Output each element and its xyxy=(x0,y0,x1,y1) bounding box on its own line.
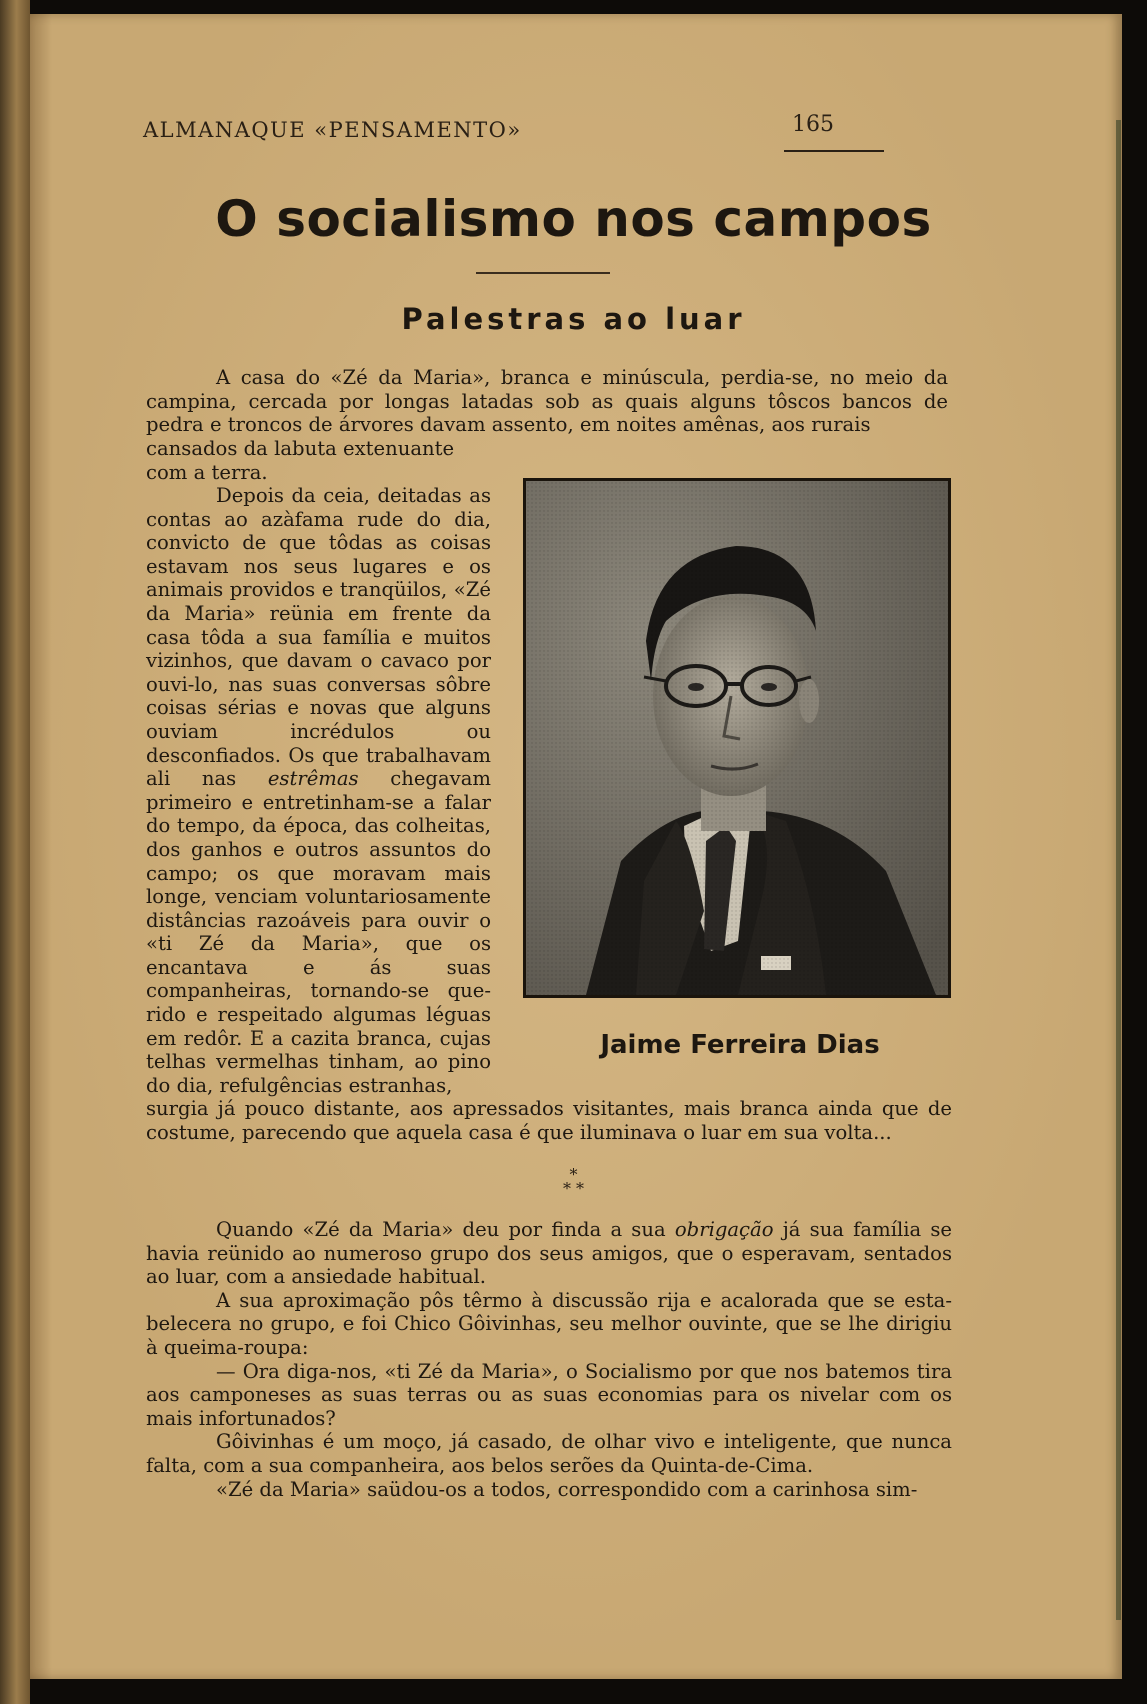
article-title: O socialismo nos campos xyxy=(215,190,932,248)
paragraph-2-end xyxy=(146,1097,952,1144)
paragraph-text xyxy=(146,484,491,1097)
paragraph-3 xyxy=(146,1218,952,1501)
italic-word: estrêmas xyxy=(267,767,359,791)
title-divider xyxy=(476,272,610,274)
section-break xyxy=(0,1165,1147,1198)
header-rule xyxy=(784,150,884,152)
portrait-image xyxy=(526,481,948,995)
italic-word: obrigação xyxy=(674,1218,774,1241)
photo-caption: Jaime Ferreira Dias xyxy=(600,1030,880,1060)
book-binding xyxy=(0,0,30,1704)
paragraph-text: surgia já pouco distante, aos apressados visitantes, mais branca ainda que de costume, parecendo que aquela casa é que iluminava o luar em sua volta... xyxy=(146,1097,952,1144)
page-edge-stain xyxy=(1116,120,1121,1620)
running-title: ALMANAQUE «PENSAMENTO» xyxy=(143,118,522,142)
page-number: 165 xyxy=(792,112,834,137)
paragraph-text: A sua aproximação pôs têrmo à discussão rija e acalorada que se estabelecera no grupo, e foi Chico Gôivinhas, seu melhor ouvinte, que se lhe dirigiu à queima-roupa: xyxy=(146,1288,952,1359)
star-top: * xyxy=(569,1165,578,1184)
article-subtitle: Palestras ao luar xyxy=(401,302,746,336)
paragraph-text xyxy=(146,1218,952,1289)
paragraph-text: A casa do «Zé da Maria», branca e minúscula, perdia-se, no meio da campina, cercada por longas latadas sob as quais alguns tôscos bancos de pedra e troncos de árvores davam assento, em noites amênas, aos rurais xyxy=(146,366,948,437)
text-run: Quando «Zé da Maria» deu por finda a sua xyxy=(216,1218,675,1241)
paragraph-1-narrow xyxy=(146,437,491,484)
paragraph-text: cansados da labuta extenuante com a terra. xyxy=(146,437,455,484)
dialogue-text: — Ora diga-nos, «ti Zé da Maria», o Socialismo por que nos batemos tira aos camponeses as suas terras ou as suas economias para os nivelar com os mais infortunados? xyxy=(146,1359,952,1430)
text-run: já sua família se havia reünido ao numeroso grupo dos seus amigos, que o esperavam, sentados ao luar, com a ansiedade habitual. xyxy=(146,1218,953,1289)
scan-border xyxy=(1122,0,1147,1704)
paragraph-1-wide xyxy=(146,366,948,437)
text-run: chegavam primeiro e entretinham-se a falar do tempo, da época, das colheitas, dos ganhos e outros assuntos do campo; os que moravam mais longe, venciam voluntariosamente distâncias razoáveis para ouvir o «ti Zé da Maria», que os encantava e ás suas companheiras, tornando-se querido e respeitado algumas léguas em redôr. E a cazita branca, cujas telhas vermelhas tinham, ao pino do dia, refulgências estranhas, xyxy=(146,767,491,1097)
text-run: Depois da ceia, deitadas as contas ao azàfama rude do dia, convicto de que tôdas as coisas estavam nos seus lugares e os animais providos e tranqüilos, «Zé da Maria» reünia em frente da casa tôda a sua família e muitos vizinhos, que davam o cavaco por ouvi-lo, nas suas conversas sôbre coisas sérias e novas que alguns ouviam incrédulos ou desconfiados. Os que trabalhavam ali nas xyxy=(146,484,491,791)
paragraph-2-column xyxy=(146,484,491,1097)
portrait-photo xyxy=(523,478,951,998)
paragraph-text: Gôivinhas é um moço, já casado, de olhar vivo e inteligente, que nunca falta, com a sua companheira, aos belos serões da Quinta-de-Cima. xyxy=(146,1430,952,1477)
star-bottom: * * xyxy=(562,1179,585,1198)
paragraph-text: «Zé da Maria» saüdou-os a todos, correspondido com a carinhosa sim- xyxy=(216,1477,918,1501)
